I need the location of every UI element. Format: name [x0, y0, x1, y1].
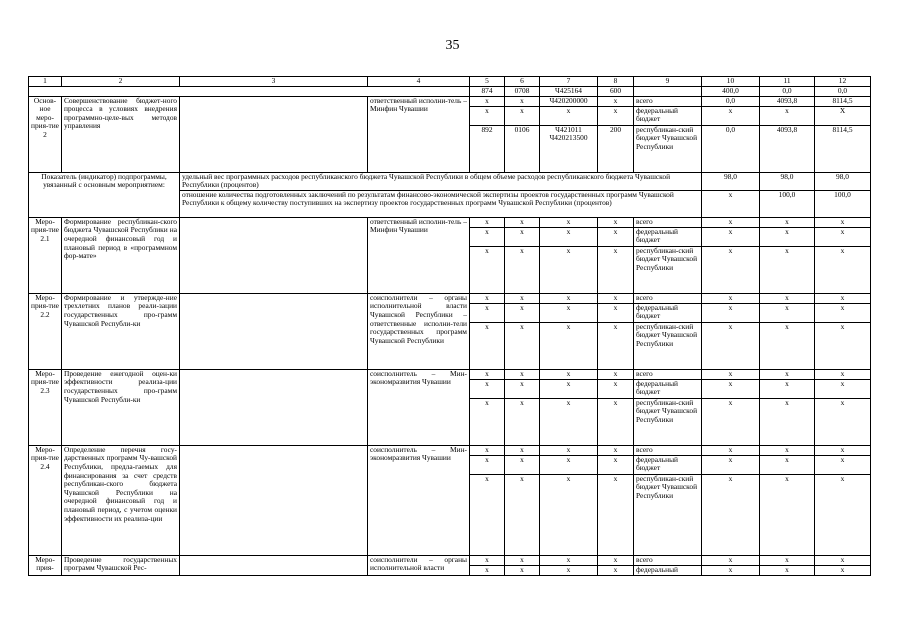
value-cell: х	[470, 455, 505, 474]
value-cell: х	[505, 322, 540, 369]
measure-name: Меро-прия-	[29, 555, 62, 575]
measure-title: Совершенствование бюджет-ного процесса в условиях внедрения программно-целе-вых методов управления	[62, 96, 180, 172]
page-number: 35	[445, 38, 460, 53]
value-cell: Х	[815, 106, 871, 125]
funding-source: всего	[634, 293, 702, 303]
value-cell: х	[598, 227, 634, 246]
value-cell: х	[470, 96, 505, 106]
value-cell: х	[760, 369, 815, 379]
value-cell: х	[598, 474, 634, 555]
value-cell: х	[598, 369, 634, 379]
empty-cell	[180, 555, 368, 575]
value-cell: х	[505, 379, 540, 398]
value-cell: х	[540, 555, 598, 565]
empty-cell	[634, 87, 702, 97]
value-cell: 100,0	[815, 190, 871, 217]
funding-source: республикан-ский бюджет Чувашской Республики	[634, 246, 702, 293]
measure-row	[29, 445, 871, 455]
value-cell: х	[540, 227, 598, 246]
funding-source: республикан-ский бюджет Чувашской Республики	[634, 398, 702, 445]
value-cell: х	[505, 96, 540, 106]
value-cell: 8114,5	[815, 125, 871, 172]
value-cell: х	[815, 217, 871, 227]
value-cell: х	[702, 190, 760, 217]
value-cell: 8114,5	[815, 96, 871, 106]
responsible-executor: соисполнители – органы исполнительной власти	[368, 555, 470, 575]
empty-cell	[180, 217, 368, 293]
responsible-executor: соисполнитель – Мин-экономразвития Чувашии	[368, 369, 470, 445]
value-cell: х	[598, 455, 634, 474]
value-cell: х	[598, 555, 634, 565]
measure-name: Меро-прия-тие 2.2	[29, 293, 62, 369]
value-cell: х	[760, 217, 815, 227]
empty-cell	[180, 369, 368, 445]
value-cell: Ч421011 Ч420213500	[540, 125, 598, 172]
value-cell: х	[470, 398, 505, 445]
column-header-3: 3	[180, 77, 368, 87]
column-header-1: 1	[29, 77, 62, 87]
value-cell: х	[702, 303, 760, 322]
funding-source: всего	[634, 217, 702, 227]
empty-cell	[29, 87, 470, 97]
value-cell: 100,0	[760, 190, 815, 217]
measure-name: Основ-ное меро-прия-тие 2	[29, 96, 62, 172]
column-header-7: 7	[540, 77, 598, 87]
funding-source: всего	[634, 445, 702, 455]
measure-row	[29, 293, 871, 303]
value-cell: х	[598, 106, 634, 125]
value-cell: х	[598, 398, 634, 445]
value-cell: х	[540, 379, 598, 398]
header-row	[29, 77, 871, 87]
value-cell: х	[702, 227, 760, 246]
value-cell: х	[760, 555, 815, 565]
value-cell: х	[540, 474, 598, 555]
value-cell: х	[470, 474, 505, 555]
value-cell: 98,0	[815, 172, 871, 190]
measure-name: Меро-прия-тие 2.4	[29, 445, 62, 555]
funding-source: федеральный бюджет	[634, 379, 702, 398]
indicator-text: отношение количества подготовленных заключений по результатам финансово-экономической экспертизы проектов государственных программ Чувашской Республики к общему количеству поступивших на экспертизу проектов государственных программ Чувашской Республики (процентов)	[180, 190, 702, 217]
value-cell: х	[540, 398, 598, 445]
value-cell: х	[598, 246, 634, 293]
column-header-9: 9	[634, 77, 702, 87]
value-cell: х	[760, 293, 815, 303]
funding-source: республикан-ский бюджет Чувашской Республики	[634, 322, 702, 369]
value-cell: х	[470, 303, 505, 322]
value-cell: х	[815, 565, 871, 575]
value-cell: х	[470, 293, 505, 303]
value-cell: 892	[470, 125, 505, 172]
value-cell: х	[470, 227, 505, 246]
value-cell: х	[540, 369, 598, 379]
value-cell: Ч425164	[540, 87, 598, 97]
column-header-4: 4	[368, 77, 470, 87]
value-cell: х	[505, 455, 540, 474]
empty-cell	[180, 293, 368, 369]
measure-row	[29, 369, 871, 379]
value-cell: х	[702, 555, 760, 565]
measure-title: Формирование и утвержде-ние трехлетних планов реали-зации государственных про-грамм Чувашской Республи-ки	[62, 293, 180, 369]
measure-row	[29, 217, 871, 227]
value-cell: 0,0	[702, 125, 760, 172]
value-cell: х	[470, 322, 505, 369]
value-cell: х	[470, 565, 505, 575]
value-cell: х	[505, 398, 540, 445]
measure-row	[29, 555, 871, 565]
column-header-12: 12	[815, 77, 871, 87]
value-cell: х	[540, 565, 598, 575]
column-header-8: 8	[598, 77, 634, 87]
value-cell: Ч420200000	[540, 96, 598, 106]
value-cell: х	[505, 555, 540, 565]
value-cell: х	[505, 565, 540, 575]
value-cell: х	[702, 106, 760, 125]
responsible-executor: ответственный исполни-тель – Минфин Чувашии	[368, 96, 470, 172]
value-cell: 0,0	[702, 96, 760, 106]
value-cell: х	[760, 303, 815, 322]
value-cell: х	[815, 369, 871, 379]
value-cell: х	[760, 322, 815, 369]
value-cell: х	[815, 445, 871, 455]
value-cell: х	[702, 565, 760, 575]
value-cell: х	[470, 369, 505, 379]
value-cell: х	[470, 379, 505, 398]
value-cell: х	[760, 227, 815, 246]
value-cell: х	[760, 379, 815, 398]
value-cell: х	[598, 303, 634, 322]
value-cell: 874	[470, 87, 505, 97]
value-cell: х	[760, 246, 815, 293]
value-cell: х	[470, 445, 505, 455]
value-cell: х	[760, 474, 815, 555]
column-header-2: 2	[62, 77, 180, 87]
value-cell: х	[540, 106, 598, 125]
measure-name: Меро-прия-тие 2.1	[29, 217, 62, 293]
responsible-executor: соисполнитель – Мин-экономразвития Чувашии	[368, 445, 470, 555]
funding-source: федеральный бюджет	[634, 227, 702, 246]
value-cell: х	[505, 303, 540, 322]
value-cell: х	[815, 379, 871, 398]
value-cell: 98,0	[760, 172, 815, 190]
indicator-label: Показатель (индикатор) подпрограммы, увязанный с основным мероприятием:	[29, 172, 180, 217]
value-cell: х	[760, 445, 815, 455]
value-cell: х	[760, 398, 815, 445]
value-cell: х	[505, 106, 540, 125]
value-cell: х	[815, 555, 871, 565]
value-cell: х	[598, 217, 634, 227]
value-cell: х	[815, 474, 871, 555]
value-cell: х	[505, 474, 540, 555]
value-cell: х	[702, 246, 760, 293]
value-cell: 4093,8	[760, 125, 815, 172]
value-cell: х	[815, 455, 871, 474]
value-cell: х	[598, 379, 634, 398]
value-cell: х	[505, 445, 540, 455]
carryover-row	[29, 87, 871, 97]
empty-cell	[180, 96, 368, 172]
column-header-5: 5	[470, 77, 505, 87]
responsible-executor: соисполнители – органы исполнительной власти Чувашской Республики – ответственные исполни-тели государственных программ Чувашской Республики	[368, 293, 470, 369]
value-cell: 4093,8	[760, 96, 815, 106]
value-cell: х	[540, 217, 598, 227]
value-cell: х	[702, 322, 760, 369]
value-cell: х	[505, 293, 540, 303]
value-cell: х	[470, 555, 505, 565]
value-cell: х	[815, 227, 871, 246]
measure-title: Формирование республикан-ского бюджета Чувашской Республики на очередной финансовый год и плановый период в «программном фор-мате»	[62, 217, 180, 293]
column-header-10: 10	[702, 77, 760, 87]
budget-table	[28, 76, 871, 576]
value-cell: х	[470, 246, 505, 293]
value-cell: х	[815, 398, 871, 445]
funding-source: федеральный бюджет	[634, 106, 702, 125]
responsible-executor: ответственный исполни-тель – Минфин Чувашии	[368, 217, 470, 293]
value-cell: 0106	[505, 125, 540, 172]
value-cell: х	[540, 303, 598, 322]
value-cell: х	[702, 474, 760, 555]
value-cell: 0708	[505, 87, 540, 97]
value-cell: х	[815, 246, 871, 293]
value-cell: х	[470, 217, 505, 227]
measure-row	[29, 96, 871, 106]
funding-source: республикан-ский бюджет Чувашской Республики	[634, 474, 702, 555]
measure-title: Проведение государственных программ Чувашской Рес-	[62, 555, 180, 575]
value-cell: х	[540, 445, 598, 455]
indicator-row	[29, 172, 871, 190]
value-cell: х	[505, 246, 540, 293]
funding-source: федеральный	[634, 565, 702, 575]
value-cell: 400,0	[702, 87, 760, 97]
value-cell: х	[598, 445, 634, 455]
value-cell: х	[540, 293, 598, 303]
value-cell: х	[815, 293, 871, 303]
value-cell: 0,0	[815, 87, 871, 97]
funding-source: всего	[634, 369, 702, 379]
value-cell: х	[815, 322, 871, 369]
funding-source: республикан-ский бюджет Чувашской Республики	[634, 125, 702, 172]
empty-cell	[180, 445, 368, 555]
funding-source: федеральный бюджет	[634, 303, 702, 322]
column-header-6: 6	[505, 77, 540, 87]
value-cell: х	[540, 246, 598, 293]
value-cell: х	[702, 293, 760, 303]
value-cell: х	[470, 106, 505, 125]
value-cell: 0,0	[760, 87, 815, 97]
value-cell: х	[540, 455, 598, 474]
measure-name: Меро-прия-тие 2.3	[29, 369, 62, 445]
measure-title: Определение перечня госу-дарственных программ Чу-вашской Республики, предла-гаемых для финансирования за счет средств республикан-ского бюджета Чувашской Республики на очередной финансовый год и плановый период, с учетом оценки эффективности их реализа-ции	[62, 445, 180, 555]
value-cell: х	[760, 565, 815, 575]
value-cell: х	[505, 217, 540, 227]
value-cell: х	[702, 217, 760, 227]
value-cell: х	[702, 445, 760, 455]
funding-source: всего	[634, 96, 702, 106]
value-cell: х	[760, 455, 815, 474]
value-cell: х	[540, 322, 598, 369]
value-cell: х	[815, 303, 871, 322]
value-cell: х	[598, 96, 634, 106]
value-cell: х	[702, 455, 760, 474]
value-cell: 98,0	[702, 172, 760, 190]
value-cell: х	[702, 398, 760, 445]
measure-title: Проведение ежегодной оцен-ки эффективности реализа-ции государственных про-грамм Чувашской Республи-ки	[62, 369, 180, 445]
value-cell: х	[702, 369, 760, 379]
column-header-11: 11	[760, 77, 815, 87]
funding-source: всего	[634, 555, 702, 565]
funding-source: федеральный бюджет	[634, 455, 702, 474]
value-cell: х	[505, 227, 540, 246]
indicator-text: удельный вес программных расходов республиканского бюджета Чувашской Республики в общем объеме расходов республиканского бюджета Чувашской Республики (процентов)	[180, 172, 702, 190]
value-cell: х	[702, 379, 760, 398]
value-cell: 200	[598, 125, 634, 172]
value-cell: х	[598, 565, 634, 575]
value-cell: х	[505, 369, 540, 379]
value-cell: х	[760, 106, 815, 125]
value-cell: х	[598, 293, 634, 303]
value-cell: 600	[598, 87, 634, 97]
value-cell: х	[598, 322, 634, 369]
